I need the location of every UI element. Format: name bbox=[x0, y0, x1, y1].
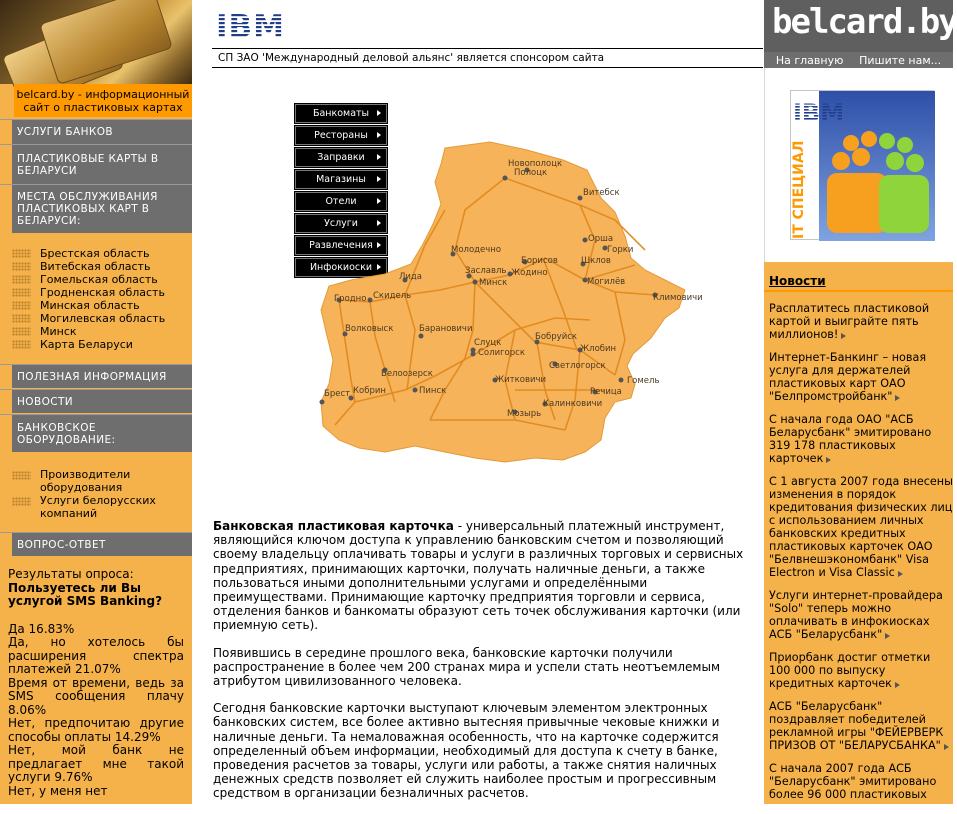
city-label: Кобрин bbox=[353, 386, 386, 396]
left-sidebar bbox=[0, 0, 192, 804]
region-link[interactable]: Минская область bbox=[12, 299, 165, 312]
site-tagline: belcard.by - информационный сайт о пластиковых картах bbox=[14, 84, 192, 117]
nav-faq[interactable]: ВОПРОС-ОТВЕТ bbox=[0, 532, 192, 556]
contact-link[interactable]: Пишите нам... bbox=[859, 53, 942, 67]
city-label: Бобруйск bbox=[535, 332, 578, 342]
poll-title: Результаты опроса: bbox=[8, 567, 134, 581]
news-list bbox=[769, 302, 953, 811]
news-item[interactable]: Услуги интернет-провайдера "Solo" теперь можно оплачивать в инфокиосках АСБ "Беларусбанк" bbox=[769, 589, 943, 641]
city-label: Горки bbox=[607, 245, 634, 255]
arrow-right-icon bbox=[885, 633, 890, 639]
poll-answer: Да 16.83% bbox=[8, 621, 75, 636]
category-button-atms[interactable]: Банкоматы bbox=[295, 104, 387, 123]
dots-icon bbox=[12, 314, 31, 323]
city-label: Калинковичи bbox=[543, 399, 603, 409]
city-label: Жлобин bbox=[580, 344, 617, 354]
arrow-right-icon bbox=[841, 333, 846, 339]
city-label: Гомель bbox=[627, 376, 660, 386]
city-label: Слуцк bbox=[474, 338, 502, 348]
news-title[interactable]: Новости bbox=[769, 274, 826, 288]
home-link[interactable]: На главную bbox=[775, 53, 844, 67]
dots-icon bbox=[12, 340, 31, 349]
arrow-right-icon bbox=[898, 571, 903, 577]
svg-text:IBM: IBM bbox=[793, 99, 845, 127]
nav-bank-services[interactable]: УСЛУГИ БАНКОВ bbox=[0, 119, 192, 144]
region-link[interactable]: Брестская область bbox=[12, 247, 165, 260]
city-label: Молодечно bbox=[451, 245, 502, 255]
news-item[interactable]: Приорбанк достиг отметки 100 000 по выпуску кредитных карточек bbox=[769, 651, 931, 690]
city-label: Брест bbox=[324, 389, 351, 399]
nav-bank-equipment[interactable]: БАНКОВСКОЕ ОБОРУДОВАНИЕ: bbox=[0, 414, 192, 452]
poll-answer: Нет, предпочитаю другие способы оплаты 14.29% bbox=[8, 716, 184, 744]
nav-card-service-places[interactable]: МЕСТА ОБСЛУЖИВАНИЯ ПЛАСТИКОВЫХ КАРТ В БЕЛАРУСИ: bbox=[0, 184, 192, 233]
svg-text:IT СПЕЦИАЛ: IT СПЕЦИАЛ bbox=[791, 140, 807, 239]
city-label: Минск bbox=[479, 278, 508, 288]
category-button-shops[interactable]: Магазины bbox=[295, 170, 387, 189]
poll-answer: Да, но хотелось бы расширения спектра платежей 21.07% bbox=[8, 635, 184, 676]
sponsor-notice: СП ЗАО 'Международный деловой альянс' является спонсором сайта bbox=[212, 48, 763, 68]
city-label: Полоцк bbox=[514, 168, 548, 178]
city-label: Витебск bbox=[583, 188, 620, 198]
region-link[interactable]: Карта Беларуси bbox=[12, 338, 165, 351]
poll-answer: Нет, у меня нет bbox=[8, 783, 108, 798]
news-item[interactable]: Расплатитесь пластиковой картой и выиграйте пять миллионов! bbox=[769, 302, 930, 341]
city-label: Борисов bbox=[521, 256, 558, 266]
city-label: Шклов bbox=[581, 256, 611, 266]
nav-useful-info[interactable]: ПОЛЕЗНАЯ ИНФОРМАЦИЯ bbox=[0, 364, 192, 388]
city-label: Мозырь bbox=[507, 409, 542, 419]
article-paragraph: Сегодня банковские карточки выступают ключевым элементом электронных банковских систем, все более активно вытесняя привычные чековые книжки и наличные деньги. Та немаловажная особенность, что на карточке содержится определенный объем информации, необходимый для доступа к счету в банке, проведения расчетов за товары, услуги или работы, а также снятия наличных денежных средств позволяет ей служить наиболее простым и прогрессивным средством в организации безналичных расчетов. bbox=[213, 701, 720, 801]
region-link[interactable]: Витебская область bbox=[12, 260, 165, 273]
city-label: Житковичи bbox=[495, 375, 547, 385]
dots-icon bbox=[12, 471, 31, 480]
city-label: Речица bbox=[590, 387, 622, 397]
category-button-hotels[interactable]: Отели bbox=[295, 192, 387, 211]
equipment-link[interactable]: Производители оборудования bbox=[12, 468, 170, 494]
cards-banner-image bbox=[0, 0, 192, 84]
belarus-map[interactable] bbox=[315, 140, 703, 464]
region-link[interactable]: Минск bbox=[12, 325, 165, 338]
city-label: Волковыск bbox=[345, 324, 394, 334]
region-link[interactable]: Гродненская область bbox=[12, 286, 165, 299]
belcard-logo[interactable]: belcard.by bbox=[772, 2, 957, 42]
city-label: Солигорск bbox=[478, 348, 525, 358]
dots-icon bbox=[12, 327, 31, 336]
poll-results bbox=[8, 568, 184, 798]
city-label: Скидель bbox=[373, 291, 412, 301]
dots-icon bbox=[12, 301, 31, 310]
dots-icon bbox=[12, 288, 31, 297]
dots-icon bbox=[12, 249, 31, 258]
equipment-list bbox=[12, 468, 170, 520]
region-link[interactable]: Могилевская область bbox=[12, 312, 165, 325]
region-link[interactable]: Гомельская область bbox=[12, 273, 165, 286]
city-label: Лида bbox=[399, 272, 423, 282]
poll-answer: Нет, мой банк не предлагает мне такой услуги 9.76% bbox=[8, 743, 184, 784]
news-item[interactable]: С начала 2007 года АСБ "Беларусбанк" эмитировано более 96 000 пластиковых bbox=[769, 762, 937, 801]
top-links bbox=[764, 52, 953, 68]
city-label: Гродно bbox=[334, 294, 367, 304]
article-paragraph: Банковская пластиковая карточка - универсальный платежный инструмент, являющийся ключом доступа к управлению банковским счетом и позволяющий своему владельцу оплачивать товары и услуги в различных торговых и сервисных предприятиях, принимающих карточки, получать наличные деньги, а также пользоваться иными дополнительными услугами и определёнными преимуществами. Принимающие карточку предприятия торговли и сервиса, отделения банков и банкоматы образуют сеть точек обслуживания карточки (или приемную сеть). bbox=[213, 519, 744, 633]
ad-graphic bbox=[791, 91, 935, 241]
nav-plastic-cards[interactable]: ПЛАСТИКОВЫЕ КАРТЫ В БЕЛАРУСИ bbox=[0, 144, 192, 184]
city-label: Новополоцк bbox=[508, 159, 563, 169]
city-label: Орша bbox=[588, 234, 614, 244]
ibm-ad-banner[interactable] bbox=[790, 90, 934, 240]
news-panel bbox=[764, 262, 953, 804]
article-term: Банковская пластиковая карточка bbox=[213, 519, 454, 533]
city-label: Белоозерск bbox=[381, 369, 433, 379]
city-label: Жодино bbox=[511, 268, 548, 278]
nav-news[interactable]: НОВОСТИ bbox=[0, 389, 192, 413]
city-label: Могилёв bbox=[587, 277, 626, 287]
regions-list bbox=[12, 247, 165, 351]
belarus-outline bbox=[321, 142, 685, 462]
article-paragraph: Появившись в середине прошлого века, банковские карточки получили распространение в более чем 200 странах мира и успели стать неотъемлемым атрибутом цивилизованного человека. bbox=[213, 645, 720, 689]
poll-question: Пользуетесь ли Вы услугой SMS Banking? bbox=[8, 580, 163, 608]
equipment-link[interactable]: Услуги белорусских компаний bbox=[12, 494, 170, 520]
ibm-logo[interactable] bbox=[216, 9, 286, 45]
dots-icon bbox=[12, 275, 31, 284]
news-item[interactable]: Интернет-Банкинг – новая услуга для держателей пластиковых карт ОАО "Белпромстройбанк" bbox=[769, 351, 927, 403]
category-button-gas-stations[interactable]: Заправки bbox=[295, 148, 387, 167]
news-item[interactable]: С начала года ОАО "АСБ Беларусбанк" эмитировано 319 178 пластиковых карточек bbox=[769, 413, 932, 465]
city-label: Пинск bbox=[419, 386, 447, 396]
article-body bbox=[213, 519, 749, 814]
poll-answer: Время от времени, ведь за SMS сообщения плачу 8.06% bbox=[8, 675, 184, 717]
news-item[interactable]: С 1 августа 2007 года внесены изменения в порядок кредитования физических лиц с использованием личных банковских кредитных пластиковых карточек ОАО "Белвнешэкономбанк" Visa Electron и Visa Classic bbox=[769, 475, 953, 579]
news-item[interactable]: АСБ "Беларусбанк" поздравляет победителей рекламной игры "ФЕЙЕРВЕРК ПРИЗОВ ОТ "БЕЛАРУСБАНКА" bbox=[769, 700, 953, 752]
category-button-restaurants[interactable]: Рестораны bbox=[295, 126, 387, 145]
arrow-right-icon bbox=[826, 457, 831, 463]
category-button-entertainment[interactable]: Развлечения bbox=[295, 236, 387, 255]
city-label: Барановичи bbox=[419, 324, 473, 334]
city-label: Заславль bbox=[465, 266, 507, 276]
category-button-services[interactable]: Услуги bbox=[295, 214, 387, 233]
svg-text:IBM: IBM bbox=[216, 9, 286, 45]
dots-icon bbox=[12, 262, 31, 271]
arrow-right-icon bbox=[944, 744, 949, 750]
dots-icon bbox=[12, 497, 31, 506]
belcard-header bbox=[764, 0, 957, 52]
city-label: Климовичи bbox=[653, 293, 703, 303]
arrow-right-icon bbox=[895, 395, 900, 401]
arrow-right-icon bbox=[895, 682, 900, 688]
city-label: Светлогорск bbox=[549, 361, 606, 371]
category-button-kiosks[interactable]: Инфокиоски bbox=[295, 258, 387, 277]
